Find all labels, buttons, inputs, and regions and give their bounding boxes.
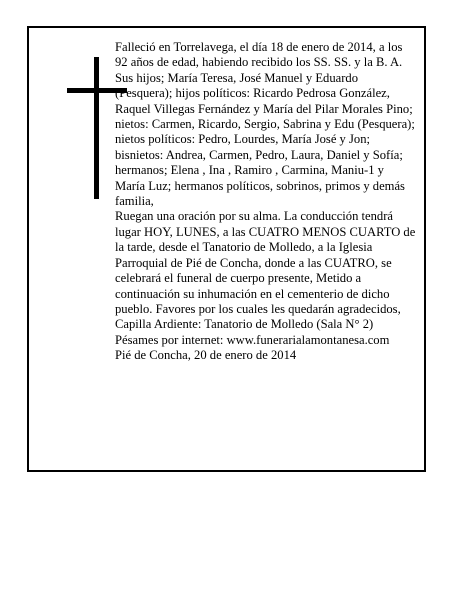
place-and-date: Pié de Concha, 20 de enero de 2014 (115, 348, 297, 363)
family-list: Sus hijos; María Teresa, José Manuel y Eduardo (Pesquera); hijos políticos: Ricardo Pedrosa González, Raquel Villegas Fernández y María del Pilar Morales Pino; nietos: Carmen, Ricardo, Sergio, Sabrina y Edu (Pesquera); nietos políticos: Pedro, Lourdes, María José y Jon; bisnietos: Andrea, Carmen, Pedro, Laura, Daniel y Sofía; hermanos; Elena , Ina , Ramiro , Carmina, Maniu-1 y María Luz; hermanos políticos, sobrinos, primos y demás familia, (115, 70, 415, 209)
funeral-details: Ruegan una oración por su alma. La conducción tendrá lugar HOY, LUNES, a las CUATRO MENOS CUARTO de la tarde, desde el Tanatorio de Molledo, a la Iglesia Parroquial de Pié de Concha, donde a las CUATRO, se celebrará el funeral de cuerpo presente, Metido a continuación su inhumación en el cementerio de dicho pueblo. Favores por los cuales les quedarán agradecidos, Capilla Ardiente: Tanatorio de Molledo (Sala N° 2) (115, 209, 416, 332)
obituary-text (115, 40, 417, 364)
death-announcement: Falleció en Torrelavega, el día 18 de enero de 2014, a los 92 años de edad, habiendo recibido los SS. SS. y la B. A. (115, 40, 403, 70)
cross-vertical-bar (94, 57, 99, 199)
condolences-website: Pésames por internet: www.funerarialamontanesa.com (115, 332, 390, 347)
obituary-notice (27, 26, 426, 472)
